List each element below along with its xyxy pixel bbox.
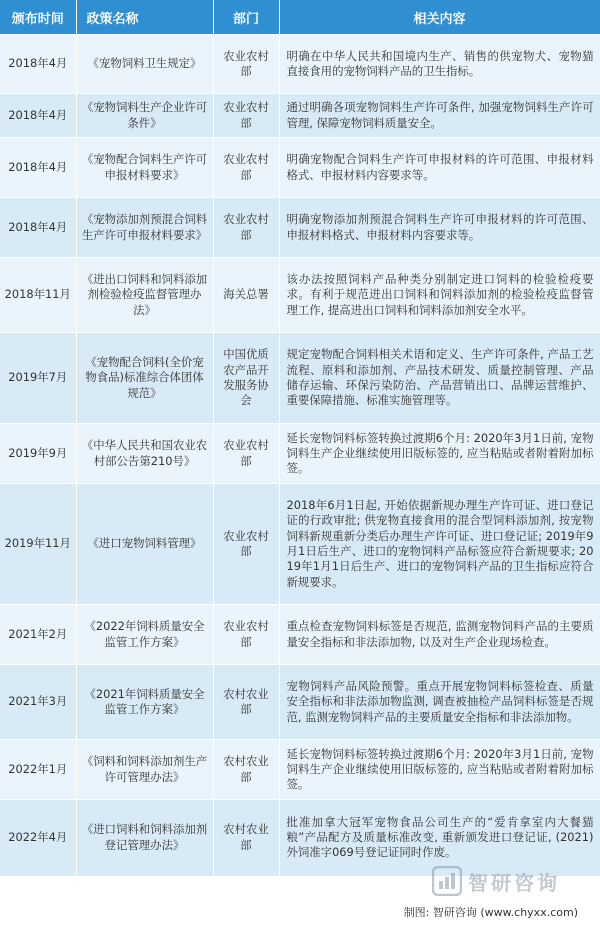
row-department: 农业农村部 bbox=[213, 605, 279, 665]
row-policy-name: 《宠物饲料卫生规定》 bbox=[76, 35, 213, 94]
table-row bbox=[0, 800, 600, 876]
row-department: 农业农村部 bbox=[213, 138, 279, 198]
row-policy-name: 《中华人民共和国农业农村部公告第210号》 bbox=[76, 424, 213, 484]
row-department: 海关总署 bbox=[213, 258, 279, 333]
row-policy-name: 《宠物配合饲料(全价宠物食品)标准综合体团体规范》 bbox=[76, 333, 213, 424]
table-row bbox=[0, 138, 600, 198]
row-department: 农业农村部 bbox=[213, 424, 279, 484]
row-policy-name: 《宠物配合饲料生产许可申报材料要求》 bbox=[76, 138, 213, 198]
table-row bbox=[0, 424, 600, 484]
source-label: 制图: 智研咨询 (www.chyxx.com) bbox=[403, 906, 578, 919]
row-content: 宠物饲料产品风险预警。重点开展宠物饲料标签检查、质量安全指标和非法添加物监测, 调查被抽检产品饲料标签是否规范, 监测宠物饲料产品的主要质量安全指标和非法添加物。 bbox=[279, 665, 600, 740]
table-row bbox=[0, 333, 600, 424]
header-department: 部门 bbox=[213, 0, 279, 35]
header-content: 相关内容 bbox=[279, 0, 600, 35]
watermark bbox=[432, 866, 560, 896]
row-date: 2018年4月 bbox=[0, 198, 76, 258]
header-date: 颁布时间 bbox=[0, 0, 76, 35]
table-body bbox=[0, 35, 600, 876]
row-content: 2018年6月1日起, 开始依据新规办理生产许可证、进口登记证的行政审批; 供宠物直接食用的混合型饲料添加剂, 按宠物饲料新规重新分类后办理生产许可证、进口登记证; 2019年9月1日后生产、进口的宠物饲料产品标签应符合新规要求; 2019年1月1日后生产、进口的宠物饲料产品的卫生指标应符合新规要求。 bbox=[279, 484, 600, 605]
row-date: 2018年11月 bbox=[0, 258, 76, 333]
row-policy-name: 《饲料和饲料添加剂生产许可管理办法》 bbox=[76, 740, 213, 800]
row-department: 农村农业部 bbox=[213, 665, 279, 740]
row-policy-name: 《进出口饲料和饲料添加剂检验检疫监督管理办法》 bbox=[76, 258, 213, 333]
row-department: 中国优质农产品开发服务协会 bbox=[213, 333, 279, 424]
row-content: 该办法按照饲料产品种类分别制定进口饲料的检验检疫要求。有利于规范进出口饲料和饲料添加剂的检验检疫监督管理工作, 提高进出口饲料和饲料添加剂安全水平。 bbox=[279, 258, 600, 333]
row-content: 延长宠物饲料标签转换过渡期6个月: 2020年3月1日前, 宠物饲料生产企业继续使用旧版标签的, 应当粘贴或者附着附加标签。 bbox=[279, 740, 600, 800]
row-date: 2022年4月 bbox=[0, 800, 76, 876]
row-department: 农业农村部 bbox=[213, 35, 279, 94]
row-department: 农业农村部 bbox=[213, 198, 279, 258]
row-date: 2021年3月 bbox=[0, 665, 76, 740]
row-policy-name: 《进口宠物饲料管理》 bbox=[76, 484, 213, 605]
row-content: 明确宠物添加剂预混合饲料生产许可申报材料的许可范围、申报材料格式、申报材料内容要求等。 bbox=[279, 198, 600, 258]
row-department: 农村农业部 bbox=[213, 740, 279, 800]
table-row bbox=[0, 35, 600, 94]
header-policy-name: 政策名称 bbox=[76, 0, 213, 35]
row-department: 农村农业部 bbox=[213, 800, 279, 876]
row-date: 2018年4月 bbox=[0, 94, 76, 138]
row-date: 2019年7月 bbox=[0, 333, 76, 424]
table-row bbox=[0, 94, 600, 138]
row-policy-name: 《进口饲料和饲料添加剂登记管理办法》 bbox=[76, 800, 213, 876]
row-policy-name: 《2022年饲料质量安全监管工作方案》 bbox=[76, 605, 213, 665]
row-content: 延长宠物饲料标签转换过渡期6个月: 2020年3月1日前, 宠物饲料生产企业继续使用旧版标签的, 应当粘贴或者附着附加标签。 bbox=[279, 424, 600, 484]
table-row bbox=[0, 484, 600, 605]
row-content: 明确宠物配合饲料生产许可申报材料的许可范围、申报材料格式、申报材料内容要求等。 bbox=[279, 138, 600, 198]
row-content: 通过明确各项宠物饲料生产许可条件, 加强宠物饲料生产许可管理, 保障宠物饲料质量安全。 bbox=[279, 94, 600, 138]
table-row bbox=[0, 665, 600, 740]
table-row bbox=[0, 605, 600, 665]
row-date: 2018年4月 bbox=[0, 138, 76, 198]
source-footer bbox=[0, 900, 600, 926]
row-date: 2022年1月 bbox=[0, 740, 76, 800]
row-policy-name: 《宠物添加剂预混合饲料生产许可申报材料要求》 bbox=[76, 198, 213, 258]
row-policy-name: 《2021年饲料质量安全监管工作方案》 bbox=[76, 665, 213, 740]
row-content: 规定宠物配合饲料相关术语和定义、生产许可条件, 产品工艺流程、原料和添加剂、产品技术研发、质量控制管理、产品储存运输、环保污染防治、产品营销出口、品牌运营维护、重要保障措施、标准实施管理等。 bbox=[279, 333, 600, 424]
row-date: 2018年4月 bbox=[0, 35, 76, 94]
row-date: 2019年11月 bbox=[0, 484, 76, 605]
row-policy-name: 《宠物饲料生产企业许可条件》 bbox=[76, 94, 213, 138]
row-content: 批准加拿大冠军宠物食品公司生产的“爱肯拿室内大餐猫粮”产品配方及质量标准改变, 重新颁发进口登记证, (2021) 外饲准字069号登记证同时作废。 bbox=[279, 800, 600, 876]
table-row bbox=[0, 198, 600, 258]
brand-logo-icon bbox=[432, 866, 462, 896]
row-content: 明确在中华人民共和国境内生产、销售的供宠物犬、宠物猫直接食用的宠物饲料产品的卫生指标。 bbox=[279, 35, 600, 94]
table-row bbox=[0, 258, 600, 333]
table-header-row bbox=[0, 0, 600, 35]
row-department: 农业农村部 bbox=[213, 94, 279, 138]
table-row bbox=[0, 740, 600, 800]
row-date: 2019年9月 bbox=[0, 424, 76, 484]
row-date: 2021年2月 bbox=[0, 605, 76, 665]
watermark-text: 智研咨询 bbox=[468, 870, 560, 895]
row-department: 农业农村部 bbox=[213, 484, 279, 605]
row-content: 重点检查宠物饲料标签是否规范, 监测宠物饲料产品的主要质量安全指标和非法添加物, 以及对生产企业现场检查。 bbox=[279, 605, 600, 665]
